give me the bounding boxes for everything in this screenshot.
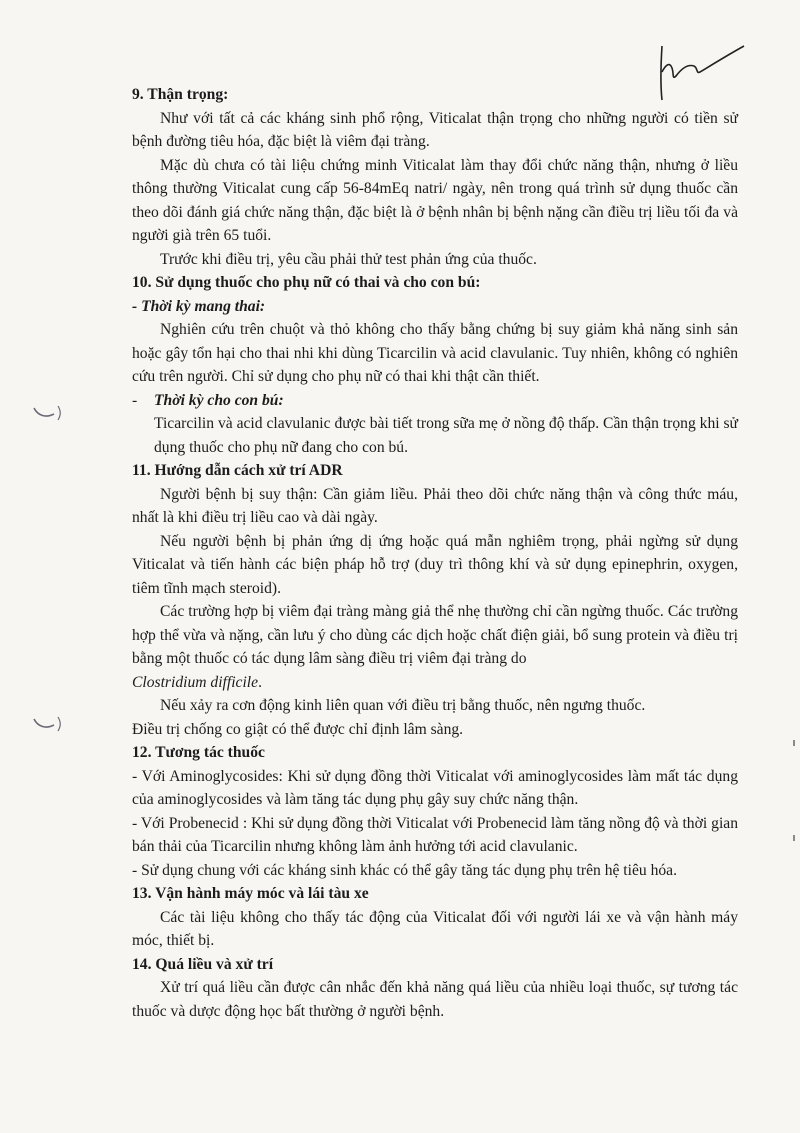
italic-organism: Clostridium difficile [132,673,259,691]
dash-marker: - [132,391,138,409]
paragraph: Ticarcilin và acid clavulanic được bài tiết trong sữa mẹ ở nồng độ thấp. Cần thận trọng khi sử dụng thuốc cho phụ nữ đang cho con bú. [154,415,738,456]
section-heading: 13. Vận hành máy móc và lái tàu xe [132,885,369,902]
paragraph: Người bệnh bị suy thận: Cần giảm liều. Phải theo dõi chức năng thận và công thức máu, nhất là khi điều trị liều cao và dài ngày. [132,485,738,526]
paragraph: Mặc dù chưa có tài liệu chứng minh Viticalat làm thay đổi chức năng thận, nhưng ở liều thông thường Viticalat cung cấp 56-84mEq natri/ ngày, nên trong quá trình sử dụng thuốc cần theo dõi đánh giá chức năng thận, đặc biệt là ở bệnh nhân bị bệnh nặng cần điều trị liều tối đa và người già trên 65 tuổi. [132,156,738,244]
paragraph-text: Các trường hợp bị viêm đại tràng màng giả thể nhẹ thường chỉ cần ngừng thuốc. Các trường hợp thể vừa và nặng, cần lưu ý cho dùng các dịch hoặc chất điện giải, bổ sung protein và điều trị bằng một thuốc có tác dụng lâm sàng điều trị viêm đại tràng do [132,603,738,667]
section-heading: 14. Quá liều và xử trí [132,955,274,973]
document-body [132,83,738,1023]
paragraph: Như với tất cả các kháng sinh phổ rộng, Viticalat thận trọng cho những người có tiền sử bệnh đường tiêu hóa, đặc biệt là viêm đại tràng. [132,109,738,150]
list-item: - Với Aminoglycosides: Khi sử dụng đồng thời Viticalat với aminoglycosides làm mất tác dụng của aminoglycosides và làm tăng tác dụng phụ gây suy chức năng thận. [132,767,738,808]
paragraph: Điều trị chống co giật có thể được chỉ định lâm sàng. [132,720,464,738]
paragraph: Nếu người bệnh bị phản ứng dị ứng hoặc quá mẫn nghiêm trọng, phải ngừng sử dụng Viticalat và tiến hành các biện pháp hỗ trợ (duy trì thông khí và sử dụng epinephrin, oxygen, tiêm tĩnh mạch steroid). [132,532,738,597]
section-heading: 9. Thận trọng: [132,86,229,103]
subheading-row [132,389,738,413]
punch-hole-mark [32,713,62,733]
section-heading: 12. Tương tác thuốc [132,744,265,761]
subheading: Thời kỳ cho con bú: [154,391,284,409]
paragraph: Các tài liệu không cho thấy tác động của Viticalat đối với người lái xe và vận hành máy móc, thiết bị. [132,908,738,949]
scan-speck [793,740,795,746]
section-heading: 11. Hướng dẫn cách xử trí ADR [132,462,343,479]
paragraph: Xử trí quá liều cần được cân nhắc đến khả năng quá liều của nhiều loại thuốc, sự tương tác thuốc và dược động học bất thường ở người bệnh. [132,979,738,1020]
list-item: - Sử dụng chung với các kháng sinh khác có thể gây tăng tác dụng phụ trên hệ tiêu hóa. [132,861,678,879]
paragraph [132,600,738,694]
punch-hole-mark [32,402,62,422]
section-heading: 10. Sử dụng thuốc cho phụ nữ có thai và cho con bú: [132,274,481,291]
period: . [258,673,262,691]
paragraph: Trước khi điều trị, yêu cầu phải thử test phản ứng của thuốc. [160,250,537,268]
list-item: - Với Probenecid : Khi sử dụng đồng thời Viticalat với Probenecid làm tăng nồng độ và thời gian bán thải của Ticarcilin nhưng không làm ảnh hưởng tới acid clavulanic. [132,814,738,855]
paragraph: Nghiên cứu trên chuột và thỏ không cho thấy bằng chứng bị suy giảm khả năng sinh sản hoặc gây tổn hại cho thai nhi khi dùng Ticarcilin và acid clavulanic. Tuy nhiên, không có nghiên cứu trên người. Chỉ sử dụng cho phụ nữ có thai khi thật cần thiết. [132,321,738,385]
paragraph: Nếu xảy ra cơn động kinh liên quan với điều trị bằng thuốc, nên ngưng thuốc. [160,697,646,714]
subheading: - Thời kỳ mang thai: [132,297,266,315]
scan-speck [793,835,795,841]
